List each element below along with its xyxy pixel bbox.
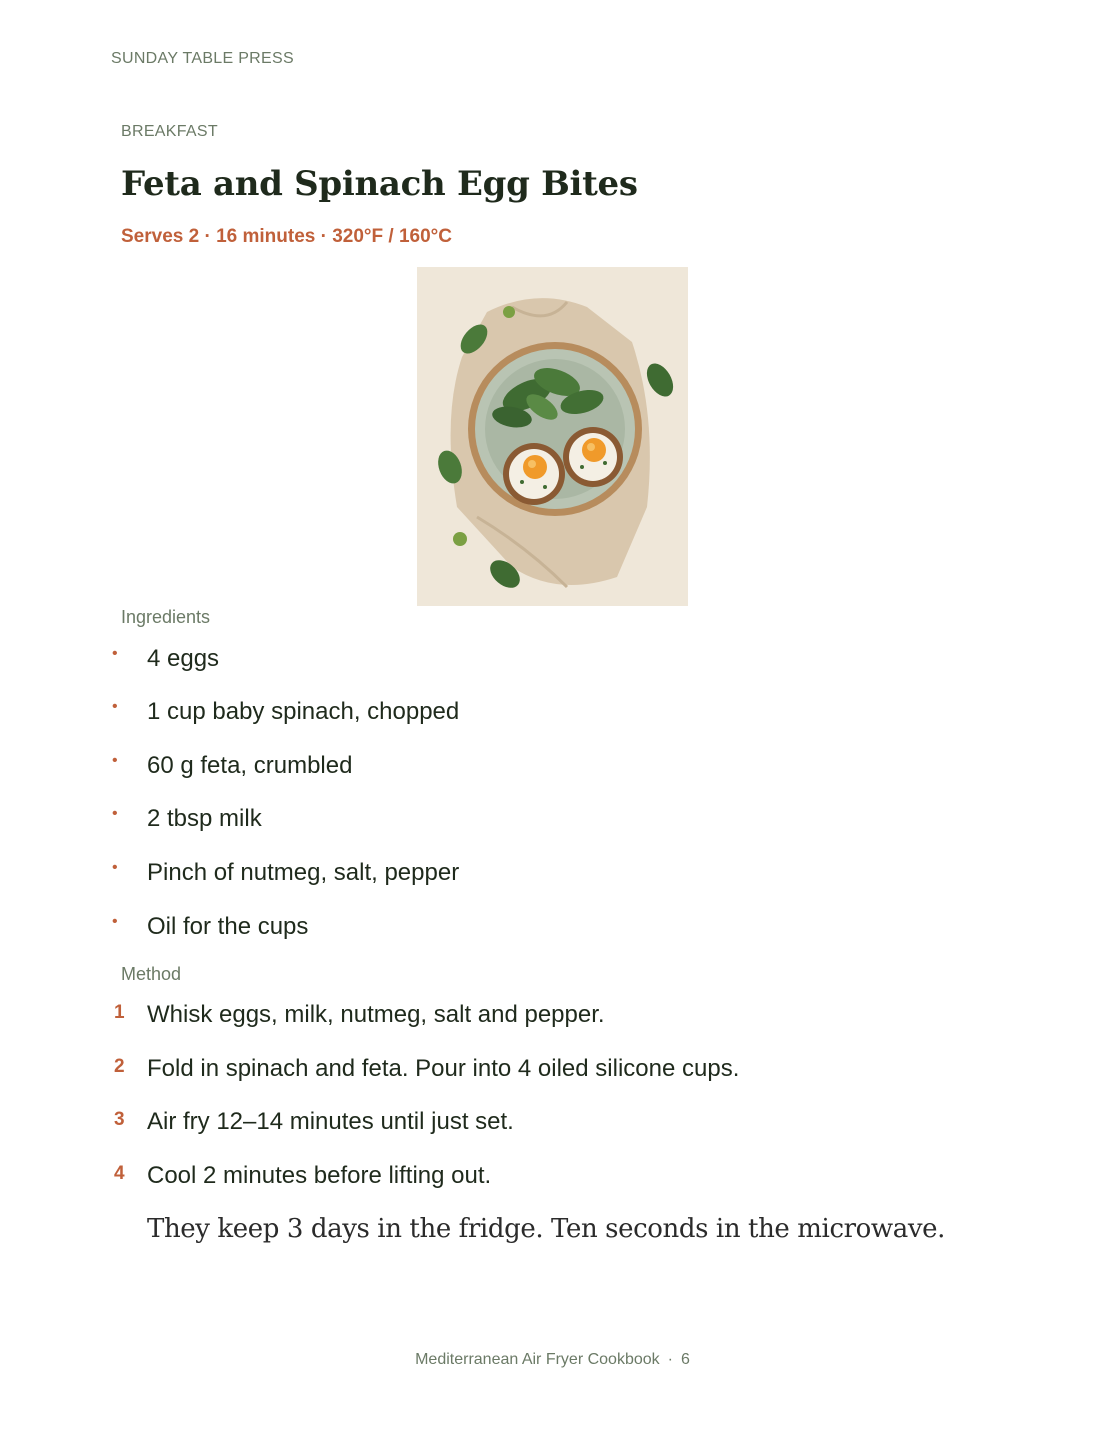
step-text: Whisk eggs, milk, nutmeg, salt and pepper.	[147, 1001, 605, 1028]
step-text: Fold in spinach and feta. Pour into 4 oiled silicone cups.	[147, 1055, 740, 1082]
step-number: 1	[114, 1002, 125, 1023]
step-number: 4	[114, 1163, 125, 1184]
ingredient-text: Pinch of nutmeg, salt, pepper	[147, 859, 460, 886]
step-text: Air fry 12–14 minutes until just set.	[147, 1108, 514, 1135]
bullet-marker: •	[112, 859, 118, 876]
method-heading: Method	[121, 964, 182, 984]
ingredient-text: 60 g feta, crumbled	[147, 752, 353, 779]
page-number: 6	[680, 1351, 690, 1368]
recipe-meta: Serves 2 · 16 minutes · 320°F / 160°C	[121, 226, 452, 247]
ingredients-heading: Ingredients	[121, 607, 211, 627]
recipe-photo	[417, 267, 688, 606]
publisher-name: SUNDAY TABLE PRESS	[111, 50, 294, 67]
bullet-marker: •	[112, 645, 118, 662]
ingredient-text: Oil for the cups	[147, 913, 309, 940]
bullet-marker: •	[112, 805, 118, 822]
ingredient-text: 4 eggs	[147, 645, 220, 672]
bullet-marker: •	[112, 698, 118, 715]
bullet-marker: •	[112, 752, 118, 769]
recipe-title: Feta and Spinach Egg Bites	[121, 164, 638, 204]
step-number: 2	[114, 1056, 125, 1077]
book-title: Mediterranean Air Fryer Cookbook	[415, 1351, 660, 1368]
recipe-category: BREAKFAST	[121, 123, 218, 140]
footer-separator: ·	[667, 1351, 673, 1368]
ingredient-text: 1 cup baby spinach, chopped	[147, 698, 460, 725]
bullet-marker: •	[112, 913, 118, 930]
recipe-note: They keep 3 days in the fridge. Ten seconds in the microwave.	[147, 1214, 945, 1244]
step-text: Cool 2 minutes before lifting out.	[147, 1162, 492, 1189]
recipe-photo-illustration	[417, 267, 688, 606]
page-footer	[0, 1351, 1105, 1369]
ingredient-text: 2 tbsp milk	[147, 805, 262, 832]
step-number: 3	[114, 1109, 125, 1130]
